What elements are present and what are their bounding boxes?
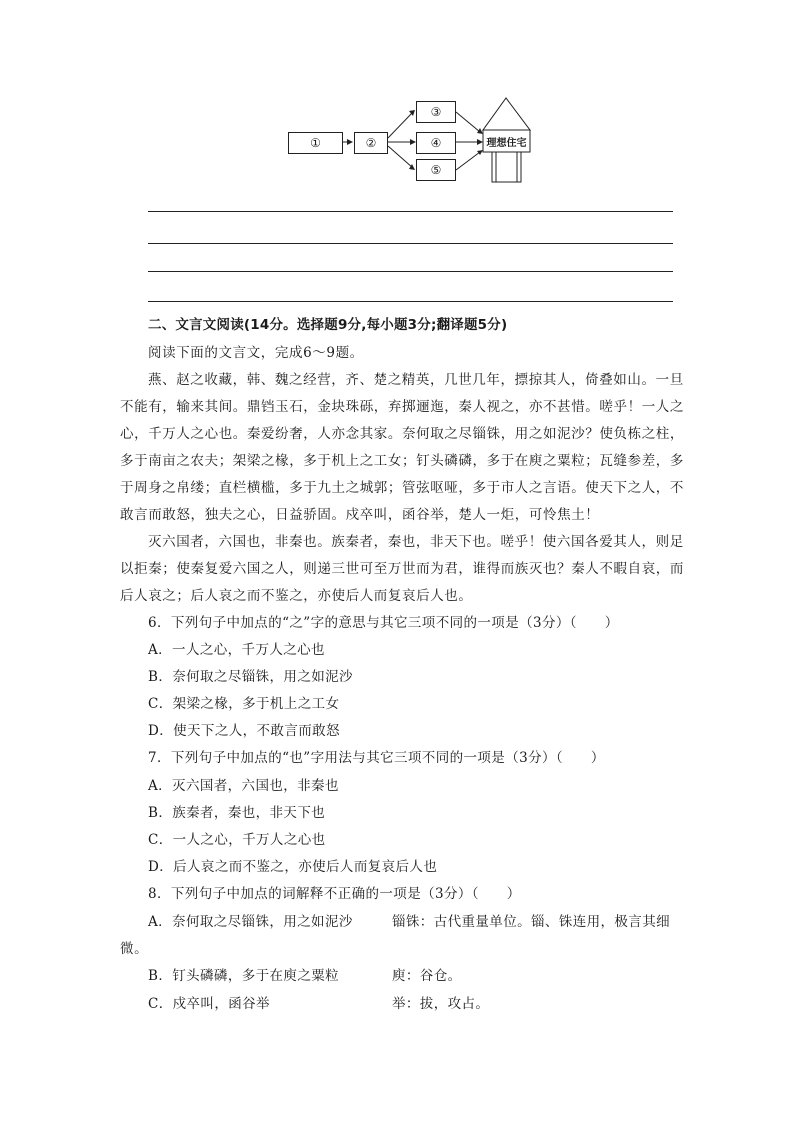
passage-line: 敢言而敢怒，独夫之心，日益骄固。戍卒叫，函谷举，楚人一炬，可怜焦土！	[120, 507, 600, 523]
house-roof	[483, 98, 530, 130]
answer-line	[148, 211, 673, 212]
question-7-option-a: A．灭六国者，六国也，非秦也	[148, 778, 339, 794]
passage-line: 灭六国者，六国也，非秦也。族秦者，秦也，非天下也。嗟乎！使六国各爱其人，则足	[148, 534, 684, 550]
question-6-option-a: A．一人之心，千万人之心也	[148, 642, 325, 658]
question-8-option-b-gloss: 庾：谷仓。	[392, 968, 462, 984]
question-8-option-a-gloss-cont: 微。	[120, 941, 149, 957]
flow-diagram	[280, 96, 540, 186]
question-6-stem: 6．下列句子中加点的“之”字的意思与其它三项不同的一项是（3分）（ ）	[148, 615, 619, 631]
passage-line: 后人哀之；后人哀之而不鉴之，亦使后人而复哀后人也。	[120, 588, 473, 604]
section-heading: 二、文言文阅读(14分。选择题9分,每小题3分;翻译题5分)	[148, 317, 508, 333]
question-8-option-c-gloss: 举：拔，攻占。	[392, 996, 490, 1012]
passage-line: 不能有，输来其间。鼎铛玉石，金块珠砾，弃掷逦迤，秦人视之，亦不甚惜。嗟乎！一人之	[120, 399, 684, 415]
question-7-option-b: B．族秦者，秦也，非天下也	[148, 805, 326, 821]
question-8-option-a-gloss: 锱铢：古代重量单位。锱、铢连用，极言其细	[392, 914, 670, 930]
question-8-option-c: C．戍卒叫，函谷举	[148, 996, 270, 1012]
diagram-box-5: ⑤	[416, 159, 456, 181]
house-label: 理想住宅	[486, 138, 527, 149]
question-8-option-a: A．奈何取之尽锱铢，用之如泥沙	[148, 914, 353, 930]
question-6-option-c: C．架梁之椽，多于机上之工女	[148, 696, 340, 712]
passage-line: 多于南亩之农夫；架梁之椽，多于机上之工女；钉头磷磷，多于在庾之粟粒；瓦缝参差，多	[120, 453, 684, 469]
question-7-option-d: D．后人哀之而不鉴之，亦使后人而复哀后人也	[148, 859, 438, 875]
question-7-option-c: C．一人之心，千万人之心也	[148, 832, 326, 848]
passage-line: 心，千万人之心也。秦爱纷奢，人亦念其家。奈何取之尽锱铢，用之如泥沙？使负栋之柱，	[120, 426, 684, 442]
question-6-option-d: D．使天下之人，不敢言而敢怒	[148, 723, 340, 739]
question-8-stem: 8．下列句子中加点的词解释不正确的一项是（3分）（ ）	[148, 886, 521, 902]
diagram-box-2: ②	[354, 132, 388, 154]
diagram-box-1: ①	[288, 132, 343, 154]
question-6-option-b: B．奈何取之尽锱铢，用之如泥沙	[148, 669, 353, 685]
diagram-box-3: ③	[416, 101, 456, 123]
answer-line	[148, 301, 673, 302]
passage-line: 以拒秦；使秦复爱六国之人，则递三世可至万世而为君，谁得而族灭也？秦人不暇自哀，而	[120, 561, 684, 577]
diagram-box-4: ④	[416, 132, 456, 154]
question-7-stem: 7．下列句子中加点的“也”字用法与其它三项不同的一项是（3分）（ ）	[148, 750, 605, 766]
answer-line	[148, 243, 673, 244]
section-instruction: 阅读下面的文言文，完成6～9题。	[148, 345, 364, 361]
passage-line: 燕、赵之收藏，韩、魏之经营，齐、楚之精英，几世几年，摽掠其人，倚叠如山。一旦	[148, 372, 684, 388]
answer-line	[148, 271, 673, 272]
question-8-option-b: B．钉头磷磷，多于在庾之粟粒	[148, 968, 340, 984]
passage-line: 于周身之帛缕；直栏横槛，多于九土之城郭；管弦呕哑，多于市人之言语。使天下之人，不	[120, 480, 684, 496]
